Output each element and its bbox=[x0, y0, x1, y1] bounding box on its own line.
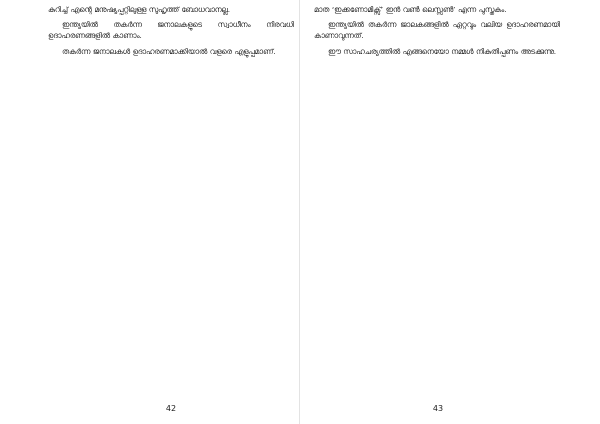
left-page-number: 42 bbox=[165, 404, 177, 413]
left-paragraph-2: ഇന്ത്യയിൽ തകർന്ന ജനാലകളുടെ സ്വാധീനം നിരവധി ഉദാഹരണങ്ങളിൽ കാണാം. bbox=[48, 20, 294, 41]
right-paragraph-3: ഈ സാഹചര്യത്തിൽ എങ്ങനെയോ നമ്മൾ നികുതിപ്പണം അടക്കുന്നു. bbox=[328, 46, 557, 56]
right-paragraph-1: മാത ‘ഇക്കണോമിക്സ്’ ഇൻ വൺ ലെസ്സൺ’ എന്ന പുസ്തകം. bbox=[314, 5, 507, 14]
right-page-text bbox=[314, 4, 560, 61]
left-paragraph-1: കുറിച്ച് എന്റെ മനുഷ്യപ്പറ്റിലുള്ള സുഹൃത്ത് ബോധവാനല്ല. bbox=[48, 5, 231, 14]
right-page-number: 43 bbox=[432, 404, 444, 413]
book-gutter bbox=[299, 0, 300, 424]
right-paragraph-2: ഇന്ത്യയിൽ തകർന്ന ജാലകങ്ങളിൽ ഏറ്റവും വലിയ ഉദാഹരണമായി കാണാവുന്നത്. bbox=[314, 20, 560, 41]
left-paragraph-3: തകർന്ന ജനാലകൾ ഉദാഹരണമാക്കിയാൽ വളരെ എളുപ്പമാണ്. bbox=[62, 46, 276, 56]
left-page-text bbox=[48, 4, 294, 61]
